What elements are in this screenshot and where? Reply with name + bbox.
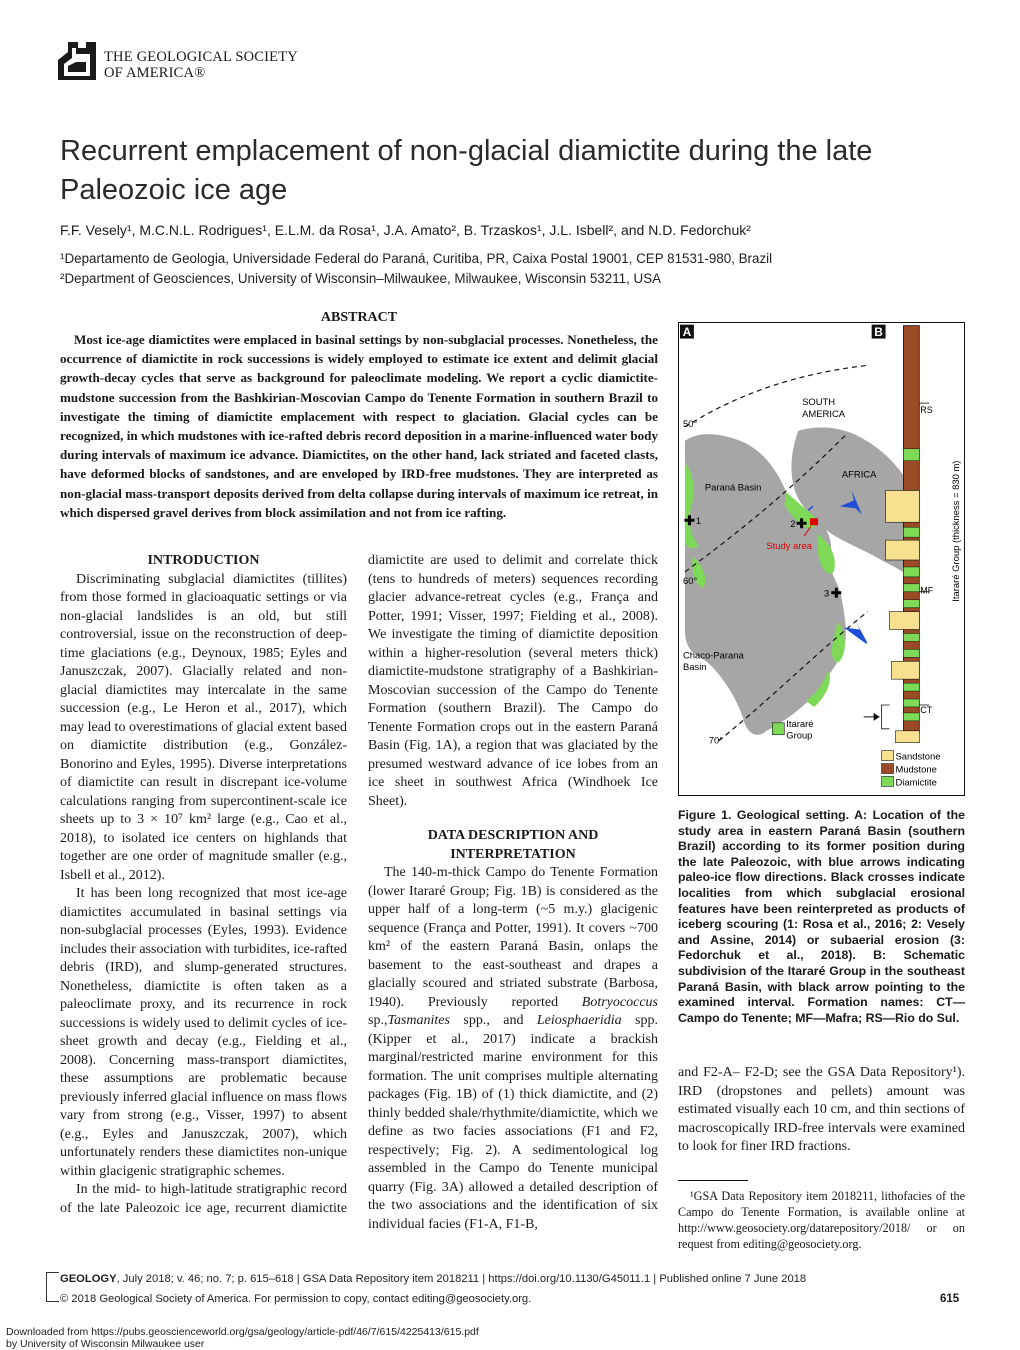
figure-1 xyxy=(678,322,965,796)
ct-label: CT xyxy=(920,704,933,715)
society-name xyxy=(104,49,298,81)
ice-flow-arrow-2 xyxy=(844,618,868,644)
intro-paragraph-3: In the mid- to high-latitude stratigraphic record of the late Paleozoic ice age, recurrent diamictite xyxy=(60,1182,347,1216)
sandstone-swatch xyxy=(882,751,894,761)
chaco-parana-label: Chaco-Parana xyxy=(682,649,744,661)
study-area-label: Study area xyxy=(766,540,812,552)
citation-details: , July 2018; v. 46; no. 7; p. 615–618 | GSA Data Repository item 2018211 | https://doi.org/10.1130/G45011.1 | Published online 7 June 2018 xyxy=(116,1273,807,1285)
lat-50-label: 50° xyxy=(682,417,698,429)
locality-2-label: 2 xyxy=(790,518,796,530)
footer-bracket xyxy=(46,1272,59,1302)
column-thickness-label: Itararé Group (thickness = 830 m) xyxy=(950,460,962,602)
column-2 xyxy=(368,552,658,1234)
itarare-legend-swatch xyxy=(772,723,784,735)
intro-paragraph-1: Discriminating subglacial diamictites (tillites) from those formed in glacioaquatic settings or via non-glacial landslides is an old, but still controversial, issue on the reconstruction of deep-time glaciations (e.g., Deynoux, 1985; Eyles and Januszczak, 2007). Glacially related and non-glacial diamictites may intercalate in the same succession (e.g., Le Heron et al., 2017), which may lead to overestimations of glacial extent based on diamictite distribution (e.g., González-Bonorino and Eyles, 1995). Diverse interpretations of diamictite can result in discrepant ice-volume calculations ranging from supercontinent-scale ice sheets up to 3 × 10⁷ km² large (e.g., Cao et al., 2018), to isolated ice centers on highlands that together are one order of magnitude smaller (e.g., Isbell et al., 2012). xyxy=(60,571,347,883)
sandstone-legend-label: Sandstone xyxy=(895,750,941,762)
itarare-legend-label-2: Group xyxy=(786,729,813,741)
column-3 xyxy=(678,1064,965,1157)
copyright-line: © 2018 Geological Society of America. For permission to copy, contact editing@geosociety.org. xyxy=(60,1293,532,1305)
introduction-heading: INTRODUCTION xyxy=(147,553,260,568)
locality-3-cross: ✚ xyxy=(830,585,842,601)
page-number: 615 xyxy=(940,1293,960,1305)
mudstone-legend-label: Mudstone xyxy=(895,763,937,775)
article-title: Recurrent emplacement of non-glacial diamictite during the late Paleozoic ice age xyxy=(60,135,873,206)
abstract-heading: ABSTRACT xyxy=(320,310,398,325)
society-line-1: THE GEOLOGICAL SOCIETY xyxy=(104,49,298,65)
mf-label: MF xyxy=(920,585,934,596)
society-line-2: OF AMERICA® xyxy=(104,65,206,81)
intro-paragraph-3-continued: diamictite are used to delimit and correlate thick (tens to hundreds of meters) sequences recording glacier advance-retreat cycles (e.g., França and Potter, 1991; Visser, 1997; Fielding et al., 2008). We investigate the timing of diamictite deposition within a higher-resolution (several meters thick) diamictite-mudstone stratigraphy of a Bashkirian-Moscovian succession of the Campo do Tenente Formation (southern Brazil). The Campo do Tenente Formation crops out in the eastern Paraná Basin (Fig. 1A), a region that was glaciated by the presumed westward advance of ice lobes from an ice sheet in southwest Africa (Windhoek Ice Sheet). xyxy=(368,553,658,809)
chaco-parana-label-2: Basin xyxy=(682,661,707,673)
africa-label: AFRICA xyxy=(841,468,877,480)
footnote: ¹GSA Data Repository item 2018211, lithofacies of the Campo do Tenente Formation, is available online at http://www.geosociety.org/datarepository/2018/ or on request from editing@geosociety.org. xyxy=(678,1189,965,1251)
download-user-notice: by University of Wisconsin Milwaukee user xyxy=(6,1338,205,1350)
journal-name: GEOLOGY xyxy=(60,1273,117,1285)
data-heading-line-2: INTERPRETATION xyxy=(450,846,576,862)
rs-label: RS xyxy=(920,405,933,416)
lat-60-label: 60° xyxy=(682,574,698,586)
diamictite-swatch xyxy=(882,776,894,786)
itarare-legend-label: Itararé xyxy=(786,717,814,729)
affiliation-1: ¹Departamento de Geologia, Universidade Federal do Paraná, Curitiba, PR, Caixa Postal 19001, CEP 81531-980, Brazil xyxy=(60,251,773,266)
mudstone-swatch xyxy=(882,764,894,774)
author-list: F.F. Vesely¹, M.C.N.L. Rodrigues¹, E.L.M. da Rosa¹, J.A. Amato², B. Trzaskos¹, J.L. Isbell², and N.D. Fedorchuk² xyxy=(60,222,751,238)
figure-1-caption: Figure 1. Geological setting. A: Location of the study area in eastern Paraná Basin (southern Brazil) according to its former position during the late Paleozoic, with blue arrows indicating paleo-ice flow directions. Black crosses indicate localities from which subglacial erosional features have been reinterpreted as products of iceberg scouring (1: Rosa et al., 2016; 2: Vesely and Assine, 2014) or subaerial erosion (3: Fedorchuk et al., 2018). B: Schematic subdivision of the Itararé Group in the southeast Paraná Basin, with black arrow pointing to the examined interval. Formation names: CT—Campo do Tenente; MF—Mafra; RS—Rio do Sul. xyxy=(678,808,965,1025)
locality-1-label: 1 xyxy=(695,515,702,527)
data-paragraph-1-continued: and F2-A– F2-D; see the GSA Data Repository¹). IRD (dropstones and pellets) amount was estimated visually each 10 cm, and thin sections of macroscopically IRD-free intervals were examined to look for finer IRD fractions. xyxy=(678,1065,965,1154)
diamictite-legend-label: Diamictite xyxy=(895,776,937,788)
journal-citation-line xyxy=(60,1273,806,1285)
lat-70-label: 70° xyxy=(708,734,724,746)
locality-3-label: 3 xyxy=(823,587,830,599)
locality-1-cross: ✚ xyxy=(683,513,695,529)
data-heading-line-1: DATA DESCRIPTION AND xyxy=(427,828,599,843)
south-america-label: SOUTH xyxy=(802,396,836,408)
affiliation-2: ²Department of Geosciences, University of Wisconsin–Milwaukee, Milwaukee, Wisconsin 53211, USA xyxy=(60,271,662,286)
panel-a-label: A xyxy=(682,325,692,340)
map-panel-a xyxy=(680,325,917,746)
gsa-logo-icon xyxy=(56,40,98,82)
data-paragraph-1: The 140-m-thick Campo do Tenente Formation (lower Itararé Group; Fig. 1B) is considered as the upper half of a long-term (~5 m.y.) glacigenic sequence (França and Potter, 1991). It covers ~700 km² of the eastern Paraná Basin, onlaps the basement to the east-southeast and drapes a glacially scoured and striated substrate (Barbosa, 1940). Previously reported Botryococcus sp.,Tasmanites spp., and Leiosphaeridia spp. (Kipper et al., 2017) indicate a brackish marginal/restricted marine environment for this formation. The unit comprises multiple alternating packages (Fig. 1B) of (1) thick diamictite, and (2) thinly bedded shale/rhythmite/diamictite, which we define as two facies associations (F1 and F2, respectively; Fig. 2). A sedimentological log assembled in the Campo do Tenente municipal quarry (Fig. 3A) allowed a detailed description of the two associations and the identification of six individual facies (F1-A, F1-B, xyxy=(368,865,658,1232)
column-1 xyxy=(60,552,347,1218)
abstract-text: Most ice-age diamictites were emplaced in basinal settings by non-subglacial processes. Nonetheless, the occurrence of diamictite in rock successions is widely employed to estimate ice extent and delimit glacial growth-decay cycles that serve as background for paleoclimate modeling. We report a cyclic diamictite-mudstone succession from the Bashkirian-Moscovian Campo do Tenente Formation in southern Brazil to investigate the timing of diamictite emplacement with respect to glaciation. Glacial cycles can be recognized, in which mudstones with ice-rafted debris record deposition in a marine-influenced water body during intervals of maximum ice advance. Diamictites, on the other hand, lack striated and faceted clasts, have deformed blocks of sandstones, and are enveloped by IRD-free mudstones. They are interpreted as non-glacial mass-transport deposits derived from delta collapse during intervals of maximum ice retreat, in which dispersed gravel derives from block assimilation and not from ice rafting. xyxy=(60,332,658,520)
download-notice[interactable]: Downloaded from https://pubs.geoscienceworld.org/gsa/geology/article-pdf/46/7/615/4225413/615.pdf xyxy=(6,1326,479,1338)
study-area-marker xyxy=(810,518,818,525)
intro-paragraph-2: It has been long recognized that most ice-age diamictites accumulated in basinal settings via non-subglacial processes (Eyles, 1993). Evidence includes their association with turbidites, ice-rafted debris (IRD), and slump-generated structures. Nonetheless, diamictite is often taken as a paleoclimate proxy, and its recurrence in rock successions is widely used to delimit cycles of ice-sheet growth and decay (e.g., Fielding et al., 2008). Concerning mass-transport diamictites, these assumptions are problematic because previously inferred glacial influence on mass flows vary from strong (e.g., Visser, 1997) to absent (e.g., Eyles and Januszczak, 2007), which unfortunately renders these diamictites non-unique within glacigenic stratigraphic schemes. xyxy=(60,886,347,1179)
locality-2-cross: ✚ xyxy=(796,516,807,532)
footnote-divider xyxy=(678,1180,748,1181)
panel-b-label: B xyxy=(874,325,883,340)
parana-basin-label: Paraná Basin xyxy=(704,481,762,493)
south-america-label-2: AMERICA xyxy=(802,407,846,419)
